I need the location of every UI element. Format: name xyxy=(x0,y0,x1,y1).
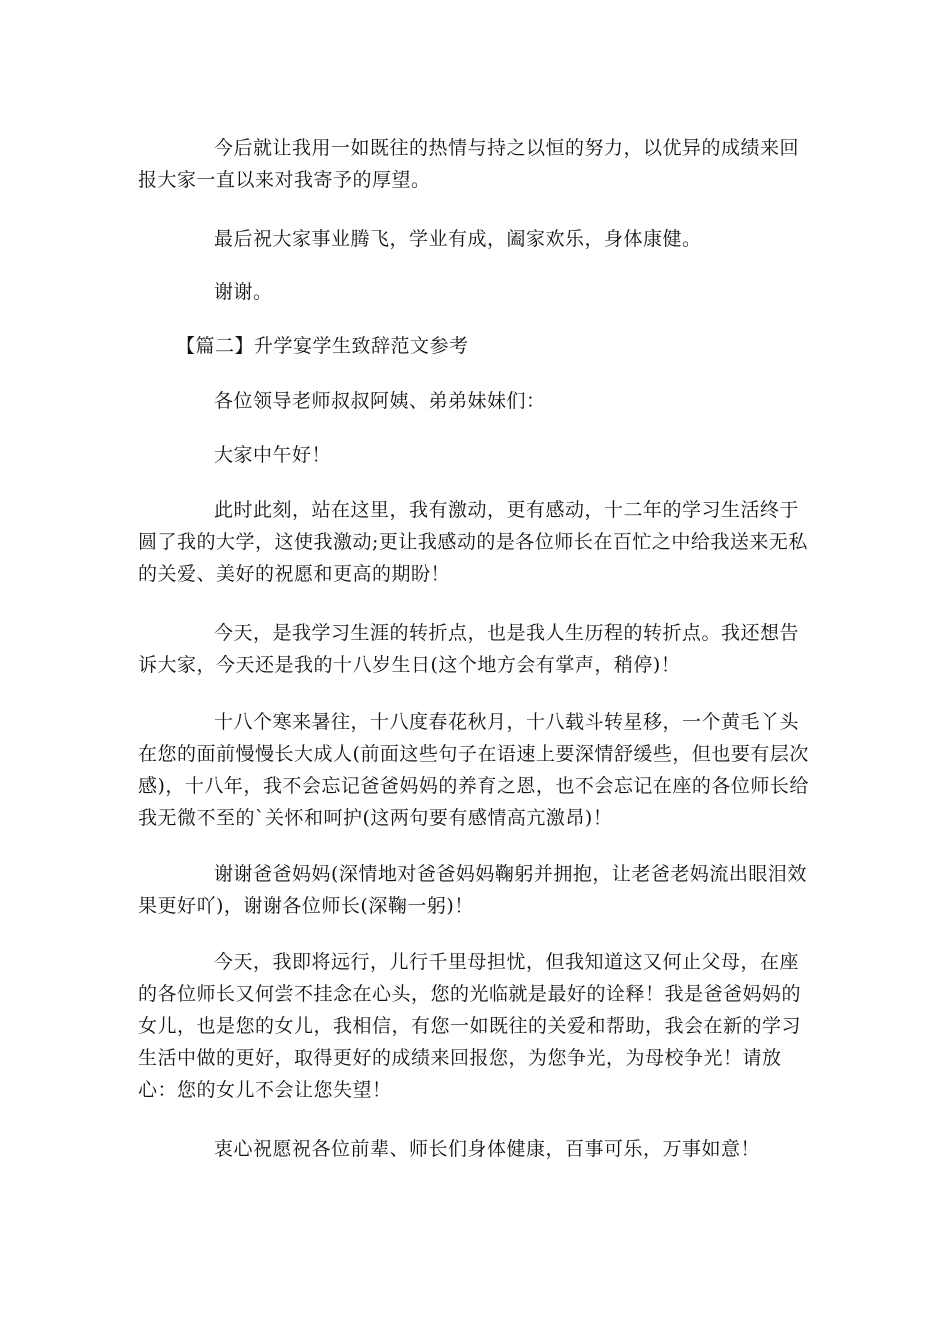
section-heading: 【篇二】升学宴学生致辞范文参考 xyxy=(176,335,469,357)
paragraph-thanks: 谢谢。 xyxy=(214,281,273,303)
paragraph-emotion: 此时此刻，站在这里，我有激动，更有感动，十二年的学习生活终于圆了我的大学，这使我激动;更让我感动的是各位师长在百忙之中给我送来无私的关爱、美好的祝愿和更高的期盼！ xyxy=(138,499,808,585)
paragraph-closing-pledge: 今后就让我用一如既往的热情与持之以恒的努力，以优异的成绩来回报大家一直以来对我寄予的厚望。 xyxy=(138,137,800,191)
paragraph-eighteen-years: 十八个寒来暑往，十八度春花秋月，十八载斗转星移，一个黄毛丫头在您的面前慢慢长大成人(前面这些句子在语速上要深情舒缓些，但也要有层次感)，十八年，我不会忘记爸爸妈妈的养育之恩，也不会忘记在座的各位师长给我无微不至的`关怀和呵护(这两句要有感情高亢激昂)！ xyxy=(138,711,809,829)
paragraph-turning-point: 今天，是我学习生涯的转折点，也是我人生历程的转折点。我还想告诉大家，今天还是我的十八岁生日(这个地方会有掌声，稍停)！ xyxy=(138,622,800,676)
paragraph-wishes: 最后祝大家事业腾飞，学业有成，阖家欢乐，身体康健。 xyxy=(214,228,702,250)
paragraph-greeting: 大家中午好！ xyxy=(214,444,332,466)
paragraph-farewell: 今天，我即将远行，儿行千里母担忧，但我知道这又何止父母，在座的各位师长又何尝不挂念在心头，您的光临就是最好的诠释！我是爸爸妈妈的女儿，也是您的女儿，我相信，有您一如既往的关爱和帮助，我会在新的学习生活中做的更好，取得更好的成绩来回报您，为您争光，为母校争光！请放心：您的女儿不会让您失望！ xyxy=(138,951,802,1101)
paragraph-final-wishes: 衷心祝愿祝各位前辈、师长们身体健康，百事可乐，万事如意！ xyxy=(214,1138,761,1160)
paragraph-thank-parents: 谢谢爸爸妈妈(深情地对爸爸妈妈鞠躬并拥抱，让老爸老妈流出眼泪效果更好吖)，谢谢各位师长(深鞠一躬)！ xyxy=(138,863,807,917)
paragraph-salutation: 各位领导老师叔叔阿姨、弟弟妹妹们： xyxy=(214,390,546,412)
